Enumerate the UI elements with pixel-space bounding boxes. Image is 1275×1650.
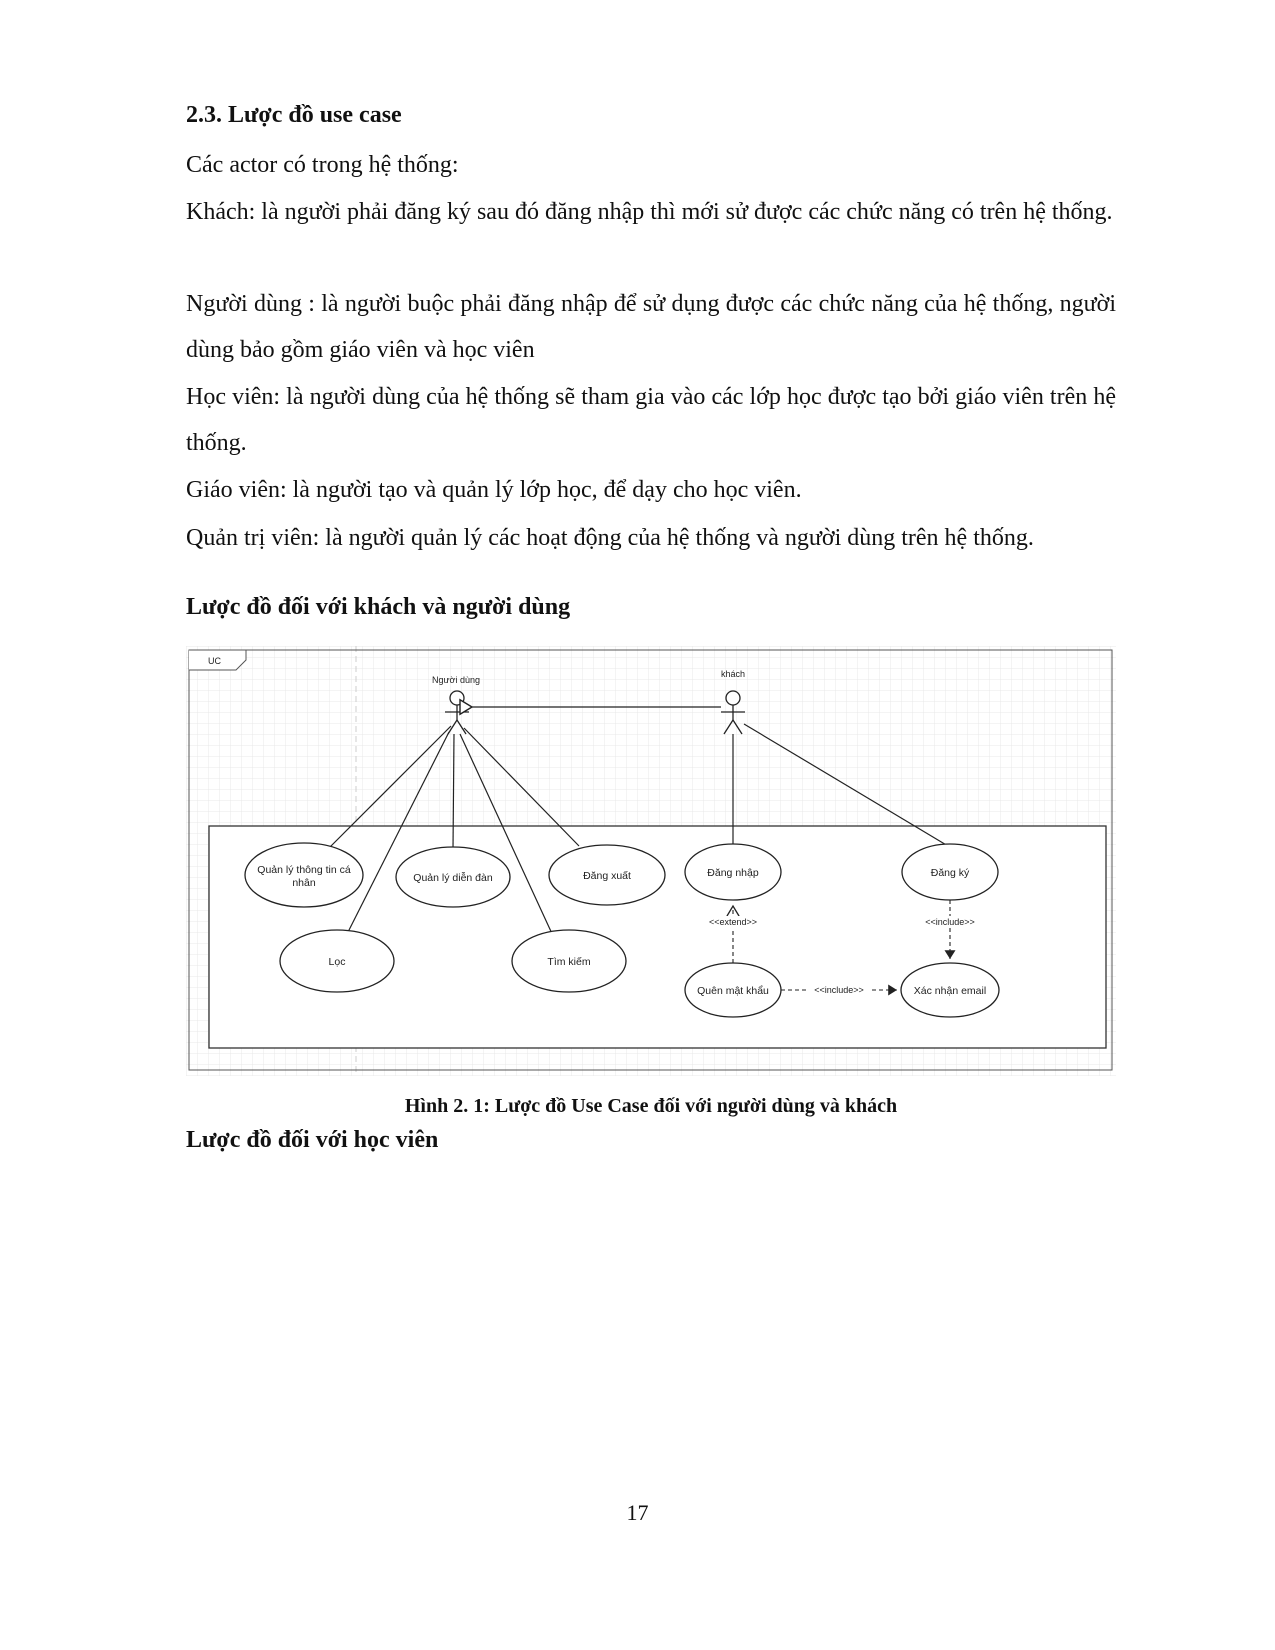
include-label-dang-ky: <<include>> <box>925 917 975 927</box>
usecase-dang-nhap-label: Đăng nhập <box>707 867 759 879</box>
paragraph-hoc-vien: Học viên: là người dùng của hệ thống sẽ tham gia vào các lớp học được tạo bởi giáo viên trên hệ thống. <box>186 384 1116 456</box>
paragraph-intro: Các actor có trong hệ thống: <box>186 152 459 178</box>
section-title: 2.3. Lược đồ use case <box>186 102 402 128</box>
frame-label: UC <box>208 656 221 666</box>
subheading-diagram1: Lược đồ đối với khách và người dùng <box>186 594 571 620</box>
usecase-tim-kiem-label: Tìm kiếm <box>547 956 591 968</box>
figure-caption: Hình 2. 1: Lược đồ Use Case đối với người dùng và khách <box>404 1095 898 1117</box>
paragraph-giao-vien: Giáo viên: là người tạo và quản lý lớp học, để dạy cho học viên. <box>186 477 802 503</box>
paragraph-nguoi-dung: Người dùng : là người buộc phải đăng nhập để sử dụng được các chức năng của hệ thống, người dùng bảo gồm giáo viên và học viên <box>186 291 1116 363</box>
use-case-diagram <box>186 646 1116 1076</box>
subheading-diagram2: Lược đồ đối với học viên <box>186 1127 439 1153</box>
usecase-dang-ky-label: Đăng ký <box>930 867 970 879</box>
include-label-quen: <<include>> <box>814 985 864 995</box>
usecase-loc-label: Lọc <box>328 956 346 968</box>
usecase-dang-xuat-label: Đăng xuất <box>583 870 631 882</box>
paragraph-quan-tri: Quản trị viên: là người quản lý các hoạt động của hệ thống và người dùng trên hệ thống. <box>186 525 1034 551</box>
page-number: 17 <box>626 1500 649 1525</box>
paragraph-khach: Khách: là người phải đăng ký sau đó đăng nhập thì mới sử được các chức năng có trên hệ thống. <box>186 199 1113 225</box>
usecase-xac-nhan-email-label: Xác nhận email <box>913 985 987 997</box>
usecase-quan-ly-thong-tin-line2: nhân <box>292 877 316 889</box>
extend-label: <<extend>> <box>708 917 758 927</box>
usecase-quan-ly-dien-dan-label: Quản lý diễn đàn <box>413 872 493 884</box>
use-case-diagram-svg <box>186 646 1116 1076</box>
actor-khach-label: khách <box>720 669 746 679</box>
usecase-quan-ly-thong-tin-line1: Quản lý thông tin cá <box>257 864 351 876</box>
usecase-quen-mat-khau-label: Quên mật khẩu <box>697 985 769 997</box>
actor-nguoi-dung-label: Người dùng <box>432 675 480 685</box>
